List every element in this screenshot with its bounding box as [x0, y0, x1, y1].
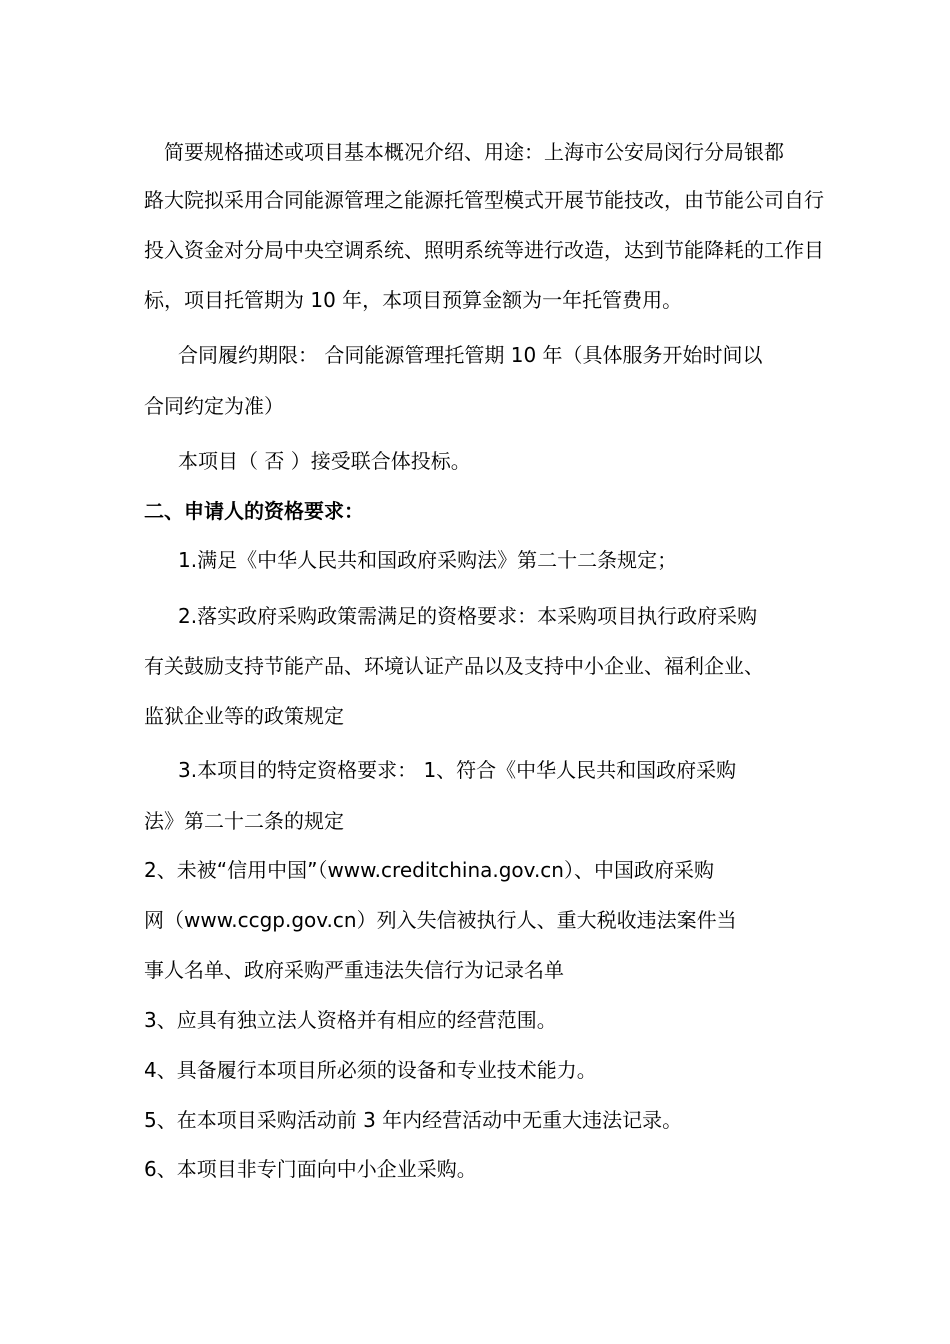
list-item: 6、本项目非专门面向中小企业采购。 — [144, 1157, 477, 1181]
paragraph-line: 法》第二十二条的规定 — [144, 809, 344, 833]
section-heading: 二、申请人的资格要求： — [144, 499, 364, 523]
paragraph-line: 投入资金对分局中央空调系统、照明系统等进行改造，达到节能降耗的工作目 — [144, 238, 824, 262]
paragraph-line: 标，项目托管期为 10 年，本项目预算金额为一年托管费用。 — [144, 288, 683, 312]
paragraph-line: 简要规格描述或项目基本概况介绍、用途：上海市公安局闵行分局银都 — [164, 140, 784, 164]
paragraph-line: 1.满足《中华人民共和国政府采购法》第二十二条规定； — [178, 548, 678, 572]
paragraph-line: 合同履约期限： 合同能源管理托管期 10 年（具体服务开始时间以 — [178, 343, 763, 367]
paragraph-line: 路大院拟采用合同能源管理之能源托管型模式开展节能技改，由节能公司自行 — [144, 188, 824, 212]
paragraph-line: 有关鼓励支持节能产品、环境认证产品以及支持中小企业、福利企业、 — [144, 654, 764, 678]
list-item: 3、应具有独立法人资格并有相应的经营范围。 — [144, 1008, 557, 1032]
paragraph-line: 合同约定为准） — [144, 394, 284, 418]
paragraph-line: 网（www.ccgp.gov.cn）列入失信被执行人、重大税收违法案件当 — [144, 908, 737, 932]
paragraph-line: 2.落实政府采购政策需满足的资格要求：本采购项目执行政府采购 — [178, 604, 758, 628]
list-item: 5、在本项目采购活动前 3 年内经营活动中无重大违法记录。 — [144, 1108, 683, 1132]
paragraph-line: 2、未被“信用中国”（www.creditchina.gov.cn）、中国政府采购 — [144, 858, 714, 882]
paragraph-line: 事人名单、政府采购严重违法失信行为记录名单 — [144, 958, 564, 982]
paragraph-line: 3.本项目的特定资格要求： 1、符合《中华人民共和国政府采购 — [178, 758, 737, 782]
paragraph-line: 监狱企业等的政策规定 — [144, 704, 344, 728]
paragraph-line: 本项目（ 否 ）接受联合体投标。 — [178, 449, 471, 473]
list-item: 4、具备履行本项目所必须的设备和专业技术能力。 — [144, 1058, 597, 1082]
